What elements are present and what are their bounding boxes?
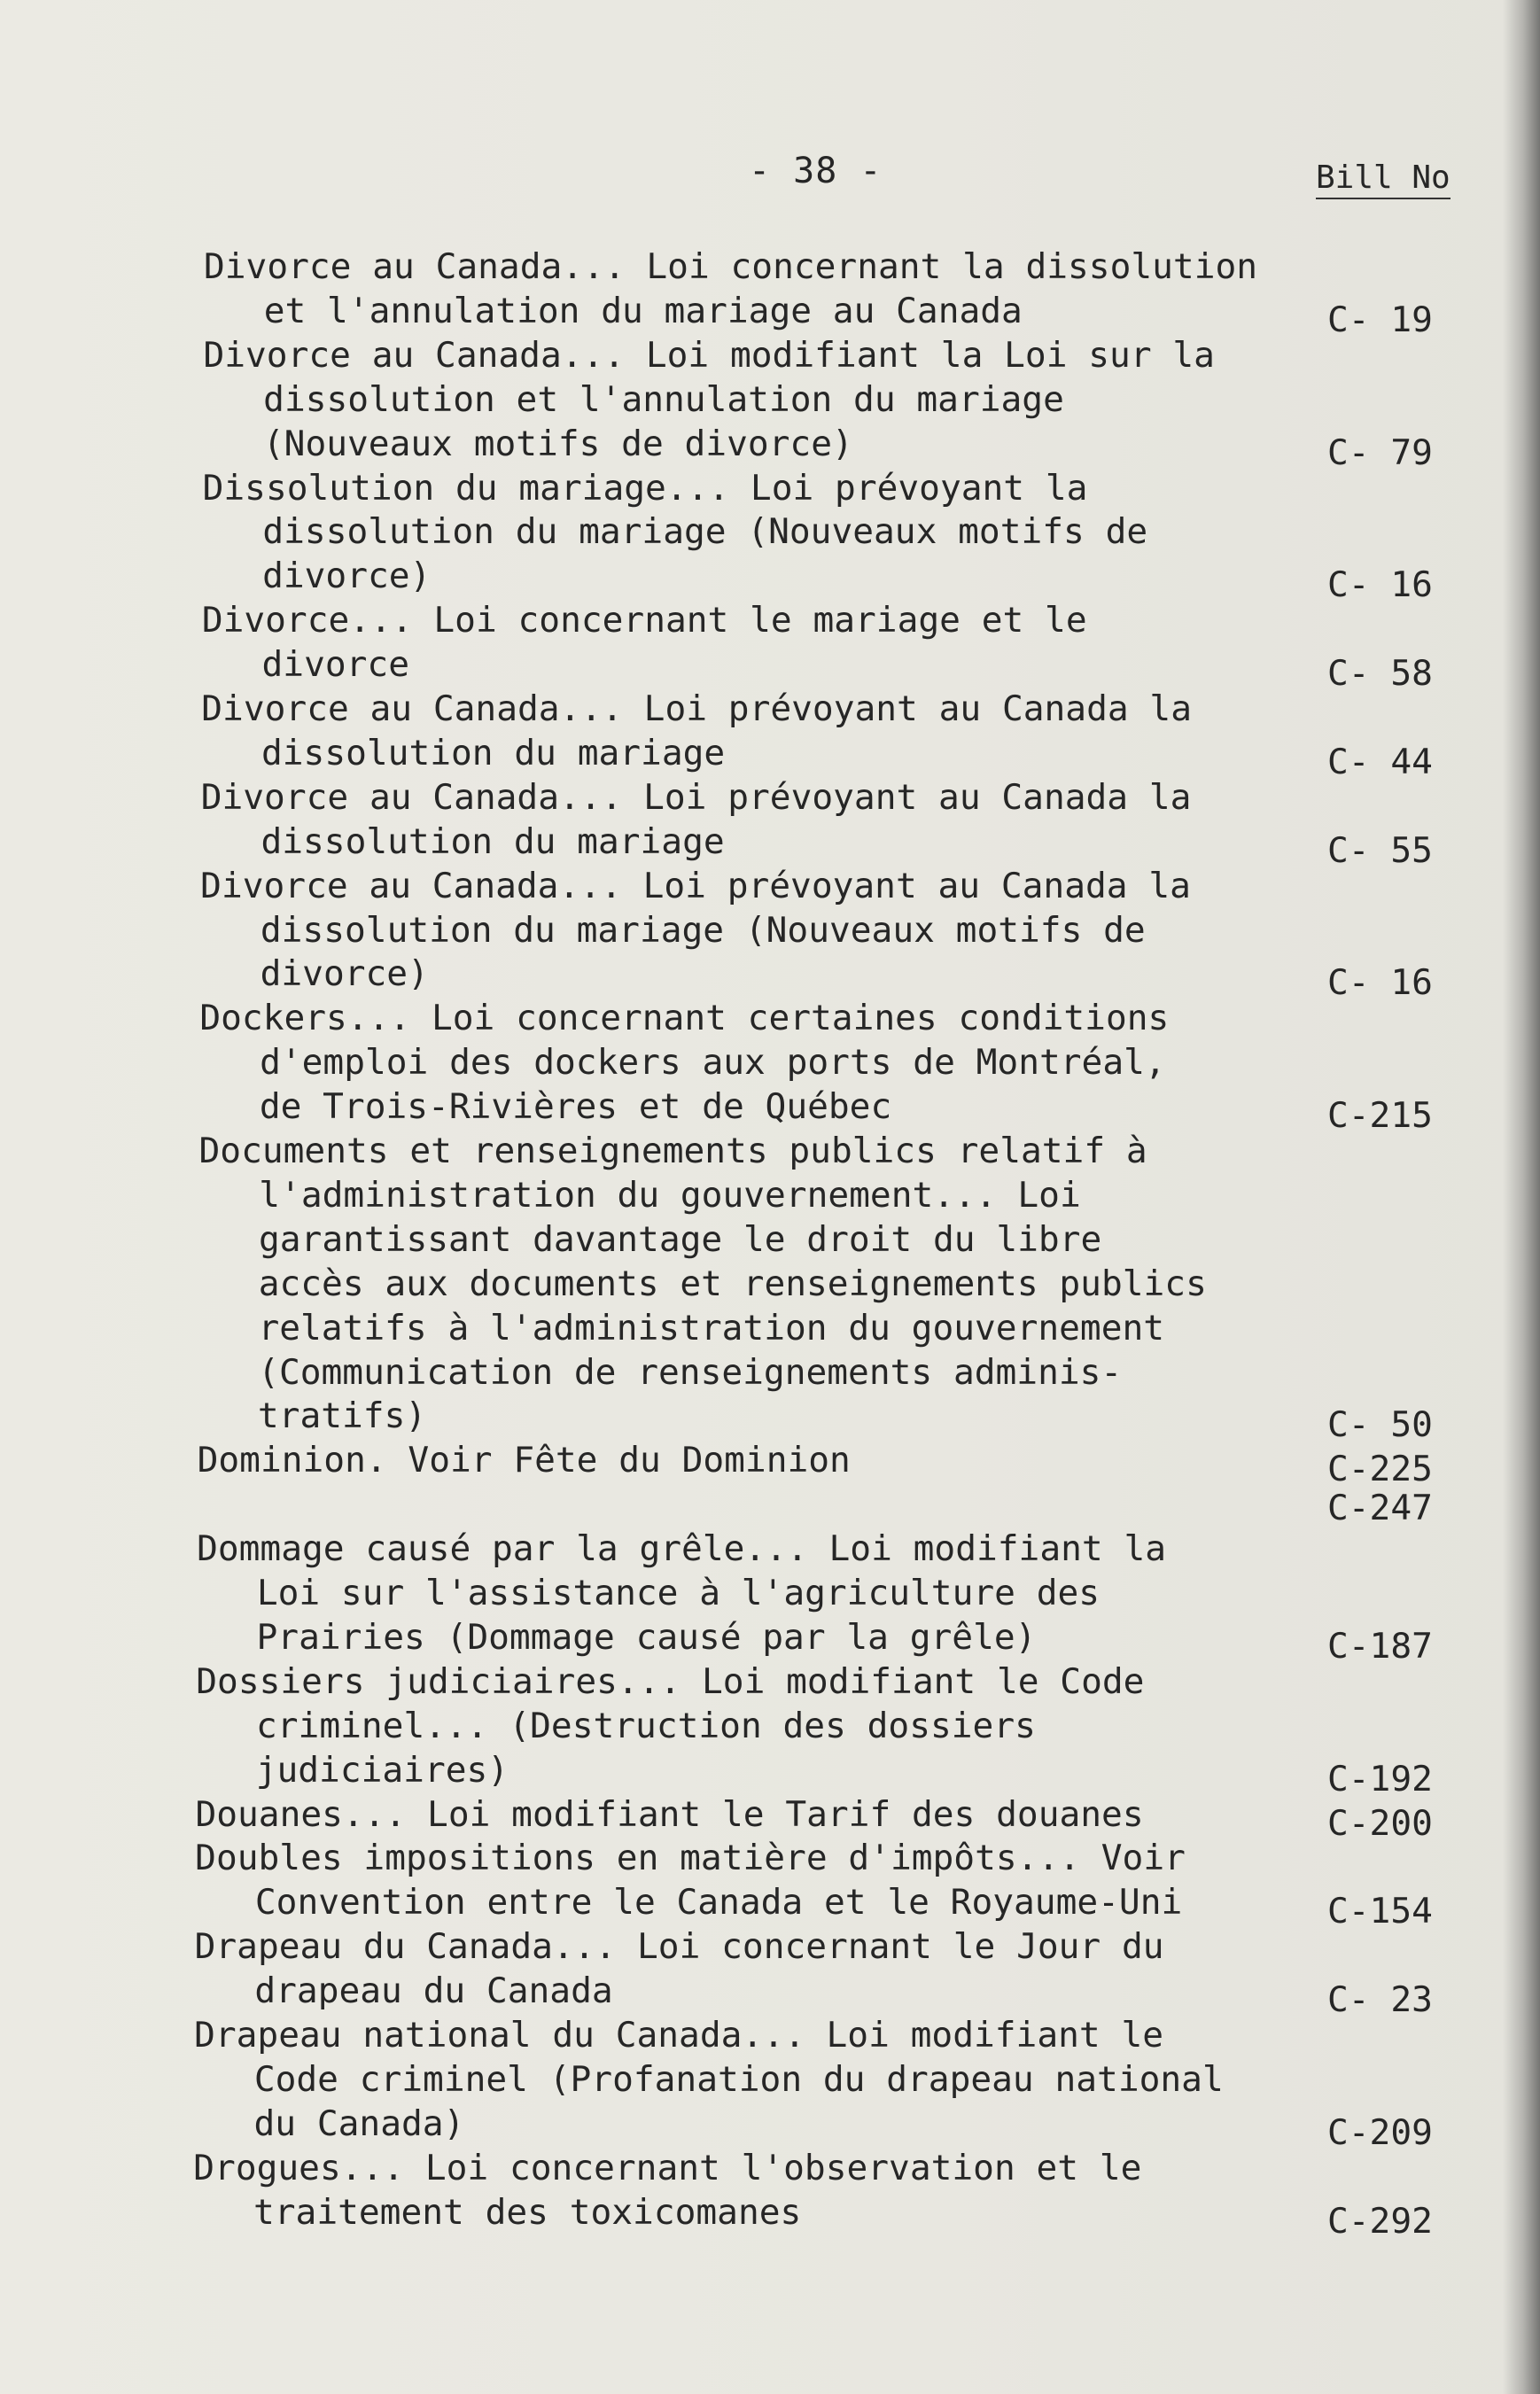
entry-continuation-line: criminel... (Destruction des dossiers xyxy=(256,1705,1036,1746)
entry-heading-line: Drapeau national du Canada... Loi modifiant le xyxy=(194,2015,1164,2056)
entry-heading-line: Dominion. Voir Fête du Dominion xyxy=(197,1440,851,1481)
bill-reference: C-187 xyxy=(1327,1625,1433,1667)
entry-continuation-line: relatifs à l'administration du gouvernement xyxy=(258,1307,1165,1349)
entry-continuation-line: et l'annulation du mariage au Canada xyxy=(263,290,1023,331)
entry-heading-line: Divorce au Canada... Loi prévoyant au Canada la xyxy=(200,776,1192,818)
bill-reference: C-192 xyxy=(1327,1758,1433,1799)
entry-heading-line: Drogues... Loi concernant l'observation et le xyxy=(193,2147,1142,2188)
bill-reference: C-200 xyxy=(1327,1802,1433,1844)
entry-heading-line: Divorce... Loi concernant le mariage et le xyxy=(201,600,1087,641)
bill-reference: C- 19 xyxy=(1327,299,1433,340)
entry-continuation-line: d'emploi des dockers aux ports de Montréal, xyxy=(260,1042,1166,1084)
bill-reference: C- 23 xyxy=(1327,1979,1433,2021)
entry-continuation-line: l'administration du gouvernement... Loi xyxy=(259,1174,1081,1216)
bill-reference: C- 58 xyxy=(1327,653,1433,695)
entry-continuation-line: dissolution du mariage (Nouveaux motifs de xyxy=(260,909,1146,951)
binding-edge-shadow xyxy=(1503,0,1540,2394)
entry-continuation-line: (Nouveaux motifs de divorce) xyxy=(262,423,853,464)
bill-reference: C-292 xyxy=(1327,2200,1433,2242)
entry-continuation-line: (Communication de renseignements adminis- xyxy=(258,1351,1123,1393)
bill-reference: C-215 xyxy=(1327,1095,1433,1137)
entry-heading-line: Douanes... Loi modifiant le Tarif des douanes xyxy=(195,1793,1144,1835)
entry-continuation-line: de Trois-Rivières et de Québec xyxy=(259,1086,892,1128)
entry-continuation-line: judiciaires) xyxy=(255,1749,509,1791)
bill-reference: C-209 xyxy=(1327,2111,1433,2153)
entry-continuation-line: garantissant davantage le droit du libre xyxy=(259,1218,1102,1260)
entry-continuation-line: traitement des toxicomanes xyxy=(253,2191,802,2233)
bill-reference: C- 55 xyxy=(1327,829,1433,871)
entry-continuation-line: Prairies (Dommage causé par la grêle) xyxy=(256,1616,1037,1658)
entry-continuation-line: divorce xyxy=(261,644,409,686)
entry-continuation-line: accès aux documents et renseignements publics xyxy=(258,1263,1207,1304)
bill-reference: C- 16 xyxy=(1327,962,1433,1004)
entry-heading-line: Divorce au Canada... Loi concernant la dissolution xyxy=(204,246,1258,287)
entry-heading-line: Dommage causé par la grêle... Loi modifiant la xyxy=(197,1528,1167,1570)
entry-continuation-line: divorce) xyxy=(262,556,432,597)
entry-heading-line: Dossiers judiciaires... Loi modifiant le Code xyxy=(196,1660,1145,1702)
entry-continuation-line: Loi sur l'assistance à l'agriculture des xyxy=(256,1573,1101,1613)
bill-reference: C- 44 xyxy=(1327,741,1433,782)
entry-continuation-line: dissolution du mariage (Nouveaux motifs de xyxy=(262,511,1148,553)
entry-continuation-line: tratifs) xyxy=(257,1395,427,1437)
bill-reference: C-225 xyxy=(1327,1449,1433,1490)
entry-heading-line: Doubles impositions en matière d'impôts... Voir xyxy=(195,1838,1186,1879)
entry-continuation-line: Code criminel (Profanation du drapeau national xyxy=(253,2058,1224,2100)
entry-continuation-line: dissolution du mariage xyxy=(261,820,725,862)
entry-heading-line: Divorce au Canada... Loi prévoyant au Canada la xyxy=(200,865,1191,906)
entry-heading-line: Dockers... Loi concernant certaines conditions xyxy=(199,998,1170,1039)
bill-reference: C- 16 xyxy=(1327,564,1433,606)
entry-heading-line: Drapeau du Canada... Loi concernant le Jour du xyxy=(194,1926,1164,1968)
entry-continuation-line: du Canada) xyxy=(253,2103,465,2144)
entry-heading-line: Divorce au Canada... Loi modifiant la Loi sur la xyxy=(203,334,1215,376)
bill-reference: C-154 xyxy=(1327,1891,1433,1932)
bill-reference: C- 50 xyxy=(1327,1404,1433,1446)
page-number: - 38 - xyxy=(749,151,883,191)
bill-number-column-header: Bill No xyxy=(1316,159,1451,199)
bill-reference: C- 79 xyxy=(1327,431,1433,473)
entry-continuation-line: drapeau du Canada xyxy=(254,1970,613,2012)
entry-continuation-line: divorce) xyxy=(260,953,429,995)
entry-heading-line: Dissolution du mariage... Loi prévoyant la xyxy=(202,467,1088,509)
entry-heading-line: Divorce au Canada... Loi prévoyant au Canada la xyxy=(201,688,1192,729)
entry-continuation-line: dissolution du mariage xyxy=(261,732,726,773)
entry-continuation-line: dissolution et l'annulation du mariage xyxy=(263,378,1064,420)
bill-reference: C-247 xyxy=(1327,1488,1433,1529)
entry-heading-line: Documents et renseignements publics relatif à xyxy=(198,1131,1147,1171)
entry-continuation-line: Convention entre le Canada et le Royaume-Uni xyxy=(254,1882,1183,1924)
